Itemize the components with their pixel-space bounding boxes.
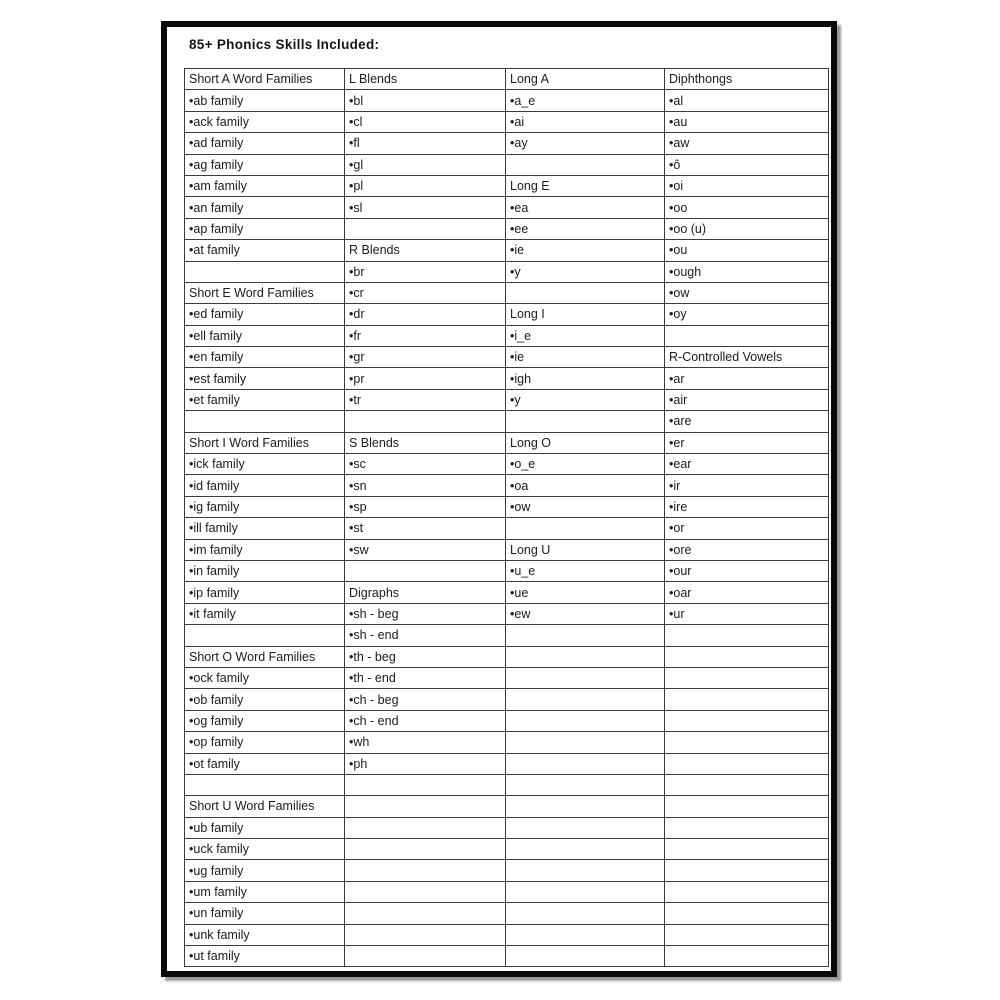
table-row <box>185 924 829 945</box>
skill-cell: •bl <box>345 90 506 111</box>
empty-cell <box>506 710 665 731</box>
column-header-2: L Blends <box>345 69 506 90</box>
skill-cell: •oi <box>665 175 829 196</box>
skill-cell: •en family <box>185 347 345 368</box>
empty-cell <box>345 817 506 838</box>
skill-cell: •it family <box>185 603 345 624</box>
skill-cell: •oar <box>665 582 829 603</box>
table-row <box>185 304 829 325</box>
skill-cell: •sc <box>345 454 506 475</box>
skill-cell: •ick family <box>185 454 345 475</box>
skill-cell: •ph <box>345 753 506 774</box>
table-header <box>185 69 829 90</box>
section-label-cell: R-Controlled Vowels <box>665 347 829 368</box>
skill-cell: •unk family <box>185 924 345 945</box>
empty-cell <box>506 625 665 646</box>
empty-cell <box>665 667 829 688</box>
table-row <box>185 603 829 624</box>
section-label-cell: Long U <box>506 539 665 560</box>
skill-cell: •wh <box>345 732 506 753</box>
empty-cell <box>345 218 506 239</box>
table-row <box>185 432 829 453</box>
table-row <box>185 903 829 924</box>
skill-cell: •tr <box>345 389 506 410</box>
empty-cell <box>506 903 665 924</box>
skill-cell: •ock family <box>185 667 345 688</box>
section-label-cell: R Blends <box>345 240 506 261</box>
skill-cell: •an family <box>185 197 345 218</box>
empty-cell <box>506 667 665 688</box>
table-body <box>185 90 829 967</box>
empty-cell <box>506 732 665 753</box>
empty-cell <box>506 518 665 539</box>
skill-cell: •ell family <box>185 325 345 346</box>
skill-cell: •air <box>665 389 829 410</box>
empty-cell <box>345 881 506 902</box>
skill-cell: •ie <box>506 347 665 368</box>
skill-cell: •in family <box>185 560 345 581</box>
empty-cell <box>345 924 506 945</box>
table-row <box>185 560 829 581</box>
skill-cell: •y <box>506 261 665 282</box>
column-header-1: Short A Word Families <box>185 69 345 90</box>
skill-cell: •sw <box>345 539 506 560</box>
section-label-cell: Short O Word Families <box>185 646 345 667</box>
table-row <box>185 133 829 154</box>
table-row <box>185 881 829 902</box>
skill-cell: •ip family <box>185 582 345 603</box>
table-row <box>185 582 829 603</box>
section-label-cell: Long I <box>506 304 665 325</box>
table-row <box>185 154 829 175</box>
skill-cell: •ire <box>665 496 829 517</box>
empty-cell <box>345 774 506 795</box>
skill-cell: •et family <box>185 389 345 410</box>
skill-cell: •ap family <box>185 218 345 239</box>
empty-cell <box>665 817 829 838</box>
skill-cell: •ub family <box>185 817 345 838</box>
table-row <box>185 946 829 967</box>
table-row <box>185 625 829 646</box>
skill-cell: •ig family <box>185 496 345 517</box>
column-header-3: Long A <box>506 69 665 90</box>
skill-cell: •ed family <box>185 304 345 325</box>
table-row <box>185 710 829 731</box>
empty-cell <box>506 860 665 881</box>
section-label-cell: Long O <box>506 432 665 453</box>
skill-cell: •oo <box>665 197 829 218</box>
skill-cell: •fl <box>345 133 506 154</box>
skill-cell: •ô <box>665 154 829 175</box>
skill-cell: •ch - end <box>345 710 506 731</box>
empty-cell <box>506 946 665 967</box>
skill-cell: •u_e <box>506 560 665 581</box>
skill-cell: •dr <box>345 304 506 325</box>
table-row <box>185 860 829 881</box>
empty-cell <box>665 796 829 817</box>
empty-cell <box>345 860 506 881</box>
skill-cell: •a_e <box>506 90 665 111</box>
empty-cell <box>665 732 829 753</box>
table-row <box>185 347 829 368</box>
table-row <box>185 667 829 688</box>
table-row <box>185 774 829 795</box>
skill-cell: •sh - beg <box>345 603 506 624</box>
empty-cell <box>665 860 829 881</box>
empty-cell <box>185 774 345 795</box>
skill-cell: •ea <box>506 197 665 218</box>
table-row <box>185 475 829 496</box>
empty-cell <box>665 625 829 646</box>
skill-cell: •th - end <box>345 667 506 688</box>
table-row <box>185 518 829 539</box>
skill-cell: •br <box>345 261 506 282</box>
skill-cell: •sn <box>345 475 506 496</box>
skill-cell: •im family <box>185 539 345 560</box>
skill-cell: •ear <box>665 454 829 475</box>
skill-cell: •fr <box>345 325 506 346</box>
skill-cell: •op family <box>185 732 345 753</box>
table-row <box>185 111 829 132</box>
skill-cell: •sl <box>345 197 506 218</box>
empty-cell <box>345 796 506 817</box>
empty-cell <box>665 689 829 710</box>
table-row <box>185 817 829 838</box>
skill-cell: •um family <box>185 881 345 902</box>
table-row <box>185 539 829 560</box>
skill-cell: •aw <box>665 133 829 154</box>
empty-cell <box>506 411 665 432</box>
skill-cell: •ough <box>665 261 829 282</box>
empty-cell <box>506 839 665 860</box>
skill-cell: •sh - end <box>345 625 506 646</box>
skill-cell: •ore <box>665 539 829 560</box>
empty-cell <box>506 689 665 710</box>
empty-cell <box>345 946 506 967</box>
empty-cell <box>665 924 829 945</box>
skill-cell: •ot family <box>185 753 345 774</box>
skill-cell: •th - beg <box>345 646 506 667</box>
skill-cell: •i_e <box>506 325 665 346</box>
skill-cell: •gl <box>345 154 506 175</box>
skill-cell: •or <box>665 518 829 539</box>
skill-cell: •ee <box>506 218 665 239</box>
skill-cell: •un family <box>185 903 345 924</box>
skill-cell: •cl <box>345 111 506 132</box>
table-row <box>185 261 829 282</box>
skill-cell: •est family <box>185 368 345 389</box>
empty-cell <box>506 817 665 838</box>
section-label-cell: Short I Word Families <box>185 432 345 453</box>
empty-cell <box>665 881 829 902</box>
table-row <box>185 197 829 218</box>
skill-cell: •ue <box>506 582 665 603</box>
table-row <box>185 753 829 774</box>
empty-cell <box>345 411 506 432</box>
empty-cell <box>665 839 829 860</box>
skill-cell: •ur <box>665 603 829 624</box>
page-title: 85+ Phonics Skills Included: <box>189 37 380 52</box>
section-label-cell: Digraphs <box>345 582 506 603</box>
skill-cell: •o_e <box>506 454 665 475</box>
empty-cell <box>665 946 829 967</box>
table-row <box>185 325 829 346</box>
table-row <box>185 368 829 389</box>
empty-cell <box>665 646 829 667</box>
skill-cell: •gr <box>345 347 506 368</box>
empty-cell <box>185 625 345 646</box>
skill-cell: •at family <box>185 240 345 261</box>
table-row <box>185 175 829 196</box>
table-row <box>185 240 829 261</box>
skill-cell: •cr <box>345 282 506 303</box>
table-row <box>185 839 829 860</box>
empty-cell <box>665 710 829 731</box>
page-frame <box>161 21 837 977</box>
empty-cell <box>506 282 665 303</box>
skill-cell: •pl <box>345 175 506 196</box>
skill-cell: •are <box>665 411 829 432</box>
skill-cell: •y <box>506 389 665 410</box>
skill-cell: •ow <box>665 282 829 303</box>
skill-cell: •ch - beg <box>345 689 506 710</box>
skill-cell: •au <box>665 111 829 132</box>
skill-cell: •ug family <box>185 860 345 881</box>
phonics-skills-table <box>184 68 829 967</box>
skill-cell: •ie <box>506 240 665 261</box>
empty-cell <box>506 753 665 774</box>
column-header-4: Diphthongs <box>665 69 829 90</box>
empty-cell <box>506 154 665 175</box>
skill-cell: •uck family <box>185 839 345 860</box>
empty-cell <box>665 903 829 924</box>
table-row <box>185 689 829 710</box>
skill-cell: •ob family <box>185 689 345 710</box>
skill-cell: •sp <box>345 496 506 517</box>
skill-cell: •ay <box>506 133 665 154</box>
skill-cell: •st <box>345 518 506 539</box>
skill-cell: •oo (u) <box>665 218 829 239</box>
empty-cell <box>665 753 829 774</box>
empty-cell <box>345 903 506 924</box>
empty-cell <box>506 774 665 795</box>
skill-cell: •oa <box>506 475 665 496</box>
skill-cell: •oy <box>665 304 829 325</box>
empty-cell <box>665 325 829 346</box>
section-label-cell: Short U Word Families <box>185 796 345 817</box>
skill-cell: •am family <box>185 175 345 196</box>
table-row <box>185 796 829 817</box>
empty-cell <box>506 924 665 945</box>
skill-cell: •ou <box>665 240 829 261</box>
empty-cell <box>506 796 665 817</box>
table-row <box>185 496 829 517</box>
skill-cell: •ut family <box>185 946 345 967</box>
skill-cell: •ack family <box>185 111 345 132</box>
skill-cell: •ill family <box>185 518 345 539</box>
skill-cell: •ew <box>506 603 665 624</box>
table-row <box>185 389 829 410</box>
section-label-cell: Short E Word Families <box>185 282 345 303</box>
skill-cell: •ir <box>665 475 829 496</box>
skill-cell: •pr <box>345 368 506 389</box>
empty-cell <box>345 839 506 860</box>
skill-cell: •ab family <box>185 90 345 111</box>
table-row <box>185 732 829 753</box>
empty-cell <box>185 261 345 282</box>
empty-cell <box>506 646 665 667</box>
skill-cell: •ai <box>506 111 665 132</box>
empty-cell <box>345 560 506 581</box>
skill-cell: •er <box>665 432 829 453</box>
skill-cell: •ar <box>665 368 829 389</box>
empty-cell <box>665 774 829 795</box>
skill-cell: •id family <box>185 475 345 496</box>
skill-cell: •ow <box>506 496 665 517</box>
skill-cell: •ad family <box>185 133 345 154</box>
phonics-table-container <box>184 68 828 967</box>
section-label-cell: Long E <box>506 175 665 196</box>
skill-cell: •ag family <box>185 154 345 175</box>
table-header-row <box>185 69 829 90</box>
table-row <box>185 218 829 239</box>
table-row <box>185 411 829 432</box>
skill-cell: •al <box>665 90 829 111</box>
empty-cell <box>506 881 665 902</box>
table-row <box>185 90 829 111</box>
table-row <box>185 646 829 667</box>
empty-cell <box>185 411 345 432</box>
skill-cell: •igh <box>506 368 665 389</box>
skill-cell: •og family <box>185 710 345 731</box>
table-row <box>185 454 829 475</box>
table-row <box>185 282 829 303</box>
skill-cell: •our <box>665 560 829 581</box>
section-label-cell: S Blends <box>345 432 506 453</box>
